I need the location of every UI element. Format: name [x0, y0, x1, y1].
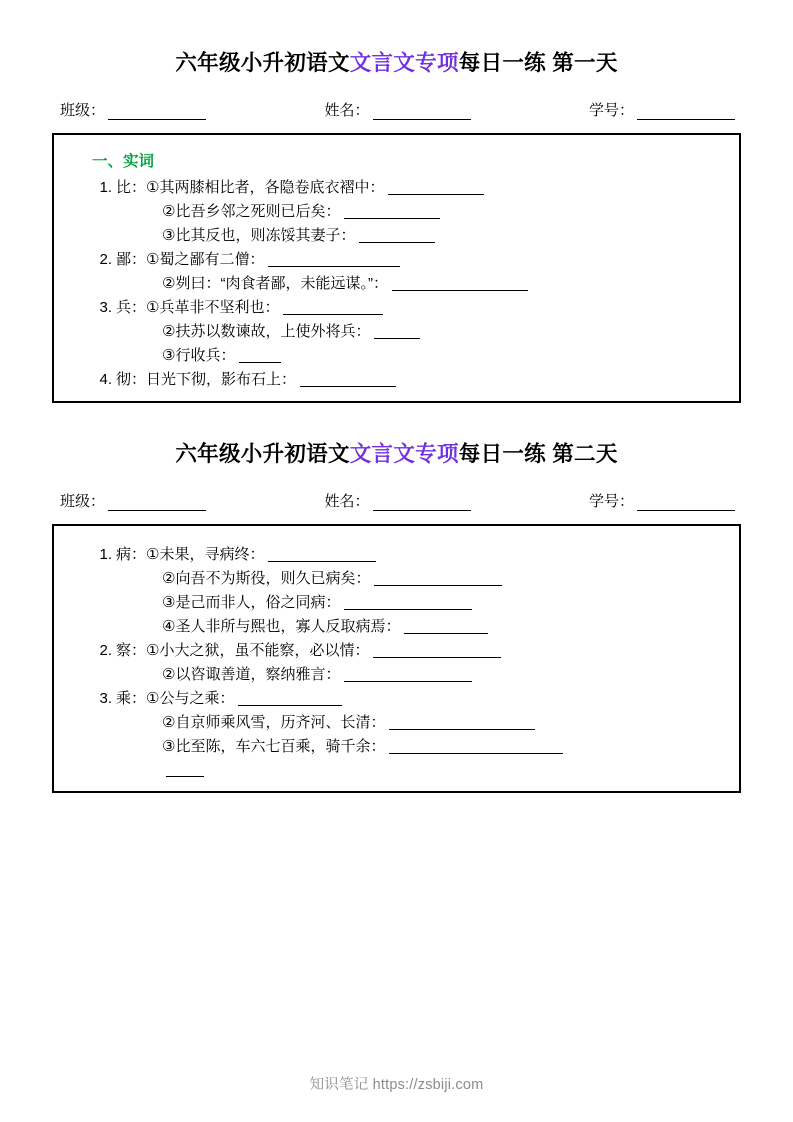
item-text: 比至陈，车六七百乘，骑千余：: [175, 738, 386, 755]
item-marker: ④: [162, 618, 176, 635]
answer-blank[interactable]: [283, 301, 383, 315]
answer-blank[interactable]: [238, 692, 342, 706]
question-item: [70, 667, 723, 682]
item-head: 兵：: [116, 299, 147, 316]
item-text: 比吾乡邻之死则已后矣：: [175, 203, 341, 220]
item-text: 小大之狱，虽不能察，必以情：: [159, 642, 370, 659]
answer-blank[interactable]: [300, 373, 396, 387]
item-text: 其两膝相比者，各隐卷底衣褶中：: [159, 179, 385, 196]
item-marker: ③: [162, 738, 176, 755]
item-text: 以咨诹善道，察纳雅言：: [175, 666, 341, 683]
item-number: 1.: [99, 179, 112, 196]
question-item: [70, 739, 723, 754]
class-blank[interactable]: [108, 496, 206, 511]
item-text: 兵革非不坚利也：: [159, 299, 280, 316]
answer-blank[interactable]: [239, 349, 281, 363]
question-item: [70, 643, 723, 658]
question-item: [70, 547, 723, 562]
question-item: [70, 204, 723, 219]
item-marker: ②: [162, 570, 176, 587]
item-marker: ②: [162, 714, 176, 731]
question-item: [70, 348, 723, 363]
item-marker: ①: [146, 642, 160, 659]
item-head: 彻：: [116, 371, 147, 388]
name-label: 姓名：: [324, 493, 370, 510]
question-item: [70, 324, 723, 339]
item-marker: ①: [146, 690, 160, 707]
title-suffix: 每日一练: [458, 51, 546, 75]
item-marker: ①: [146, 299, 160, 316]
item-head: 察：: [116, 642, 147, 659]
question-item: [70, 228, 723, 243]
answer-blank[interactable]: [389, 740, 563, 754]
item-text: 自京师乘风雪，历齐河、长清：: [175, 714, 386, 731]
class-field[interactable]: [60, 490, 206, 511]
item-marker: ③: [162, 594, 176, 611]
title-suffix: 每日一练: [458, 442, 546, 466]
answer-blank[interactable]: [388, 181, 484, 195]
page-title-day1: [52, 46, 741, 77]
item-marker: ①: [146, 546, 160, 563]
question-item: [70, 276, 723, 291]
item-text: 公与之乘：: [159, 690, 235, 707]
item-text: 圣人非所与熙也，寡人反取病焉：: [175, 618, 401, 635]
section-heading-shici: 一、实词: [92, 153, 155, 170]
name-field[interactable]: [325, 99, 471, 120]
item-head: 鄙：: [116, 251, 147, 268]
item-text: 是己而非人，俗之同病：: [175, 594, 341, 611]
worksheet-block-day1: [52, 46, 741, 403]
item-marker: ②: [162, 666, 176, 683]
title-prefix: 六年级小升初语文: [175, 442, 350, 466]
question-item: [70, 619, 723, 634]
item-text: 日光下彻，影布石上：: [146, 371, 297, 388]
item-marker: ②: [162, 203, 176, 220]
item-number: 1.: [99, 546, 112, 563]
item-number: 3.: [99, 690, 112, 707]
answer-blank[interactable]: [392, 277, 528, 291]
question-item: [70, 252, 723, 267]
student-id-blank[interactable]: [637, 496, 735, 511]
title-accent: 文言文专项: [349, 442, 459, 466]
student-id-field[interactable]: [589, 490, 735, 511]
student-info-row-day1: [52, 99, 741, 120]
page-title-day2: [52, 437, 741, 468]
question-item: [70, 180, 723, 195]
item-text: 未果，寻病终：: [159, 546, 265, 563]
answer-blank[interactable]: [344, 596, 472, 610]
answer-blank[interactable]: [404, 620, 488, 634]
item-marker: ③: [162, 347, 176, 364]
question-item: [70, 595, 723, 610]
item-text: 蜀之鄙有二僧：: [159, 251, 265, 268]
item-text: 向吾不为斯役，则久已病矣：: [175, 570, 371, 587]
question-item: [70, 715, 723, 730]
item-head: 病：: [116, 546, 147, 563]
title-day: 第二天: [545, 442, 618, 466]
item-text: 行收兵：: [175, 347, 236, 364]
student-info-row-day2: [52, 490, 741, 511]
name-label: 姓名：: [324, 102, 370, 119]
question-item: [70, 571, 723, 586]
item-text: 刿曰：“肉食者鄙，未能远谋。”：: [175, 275, 388, 292]
class-label: 班级：: [60, 102, 106, 119]
student-id-field[interactable]: [589, 99, 735, 120]
question-item: [70, 300, 723, 315]
item-number: 2.: [99, 251, 112, 268]
answer-blank[interactable]: [344, 668, 472, 682]
question-box-day1: [52, 133, 741, 403]
item-marker: ②: [162, 323, 176, 340]
answer-blank[interactable]: [389, 716, 535, 730]
item-text: 扶苏以数谏故，上使外将兵：: [175, 323, 371, 340]
answer-blank[interactable]: [166, 763, 204, 777]
class-field[interactable]: [60, 99, 206, 120]
class-blank[interactable]: [108, 105, 206, 120]
item-number: 4.: [99, 371, 112, 388]
question-box-day2: [52, 524, 741, 793]
item-marker: ①: [146, 251, 160, 268]
question-item-continuation: [70, 763, 723, 777]
title-accent: 文言文专项: [349, 51, 459, 75]
item-head: 乘：: [116, 690, 147, 707]
name-field[interactable]: [325, 490, 471, 511]
question-item: [70, 691, 723, 706]
student-id-label: 学号：: [589, 102, 635, 119]
answer-blank[interactable]: [268, 253, 400, 267]
question-item: [70, 372, 723, 387]
answer-blank[interactable]: [374, 572, 502, 586]
answer-blank[interactable]: [268, 548, 376, 562]
item-marker: ②: [162, 275, 176, 292]
student-id-blank[interactable]: [637, 105, 735, 120]
student-id-label: 学号：: [589, 493, 635, 510]
item-marker: ①: [146, 179, 160, 196]
answer-blank[interactable]: [373, 644, 501, 658]
class-label: 班级：: [60, 493, 106, 510]
title-prefix: 六年级小升初语文: [175, 51, 350, 75]
item-number: 2.: [99, 642, 112, 659]
name-blank[interactable]: [373, 105, 471, 120]
worksheet-block-day2: [52, 437, 741, 793]
answer-blank[interactable]: [344, 205, 440, 219]
item-number: 3.: [99, 299, 112, 316]
watermark-text: 知识笔记 https://zsbiji.com: [309, 1077, 484, 1093]
name-blank[interactable]: [373, 496, 471, 511]
answer-blank[interactable]: [359, 229, 435, 243]
item-marker: ③: [162, 227, 176, 244]
answer-blank[interactable]: [374, 325, 420, 339]
title-day: 第一天: [545, 51, 618, 75]
item-text: 比其反也，则冻馁其妻子：: [175, 227, 356, 244]
item-head: 比：: [116, 179, 147, 196]
